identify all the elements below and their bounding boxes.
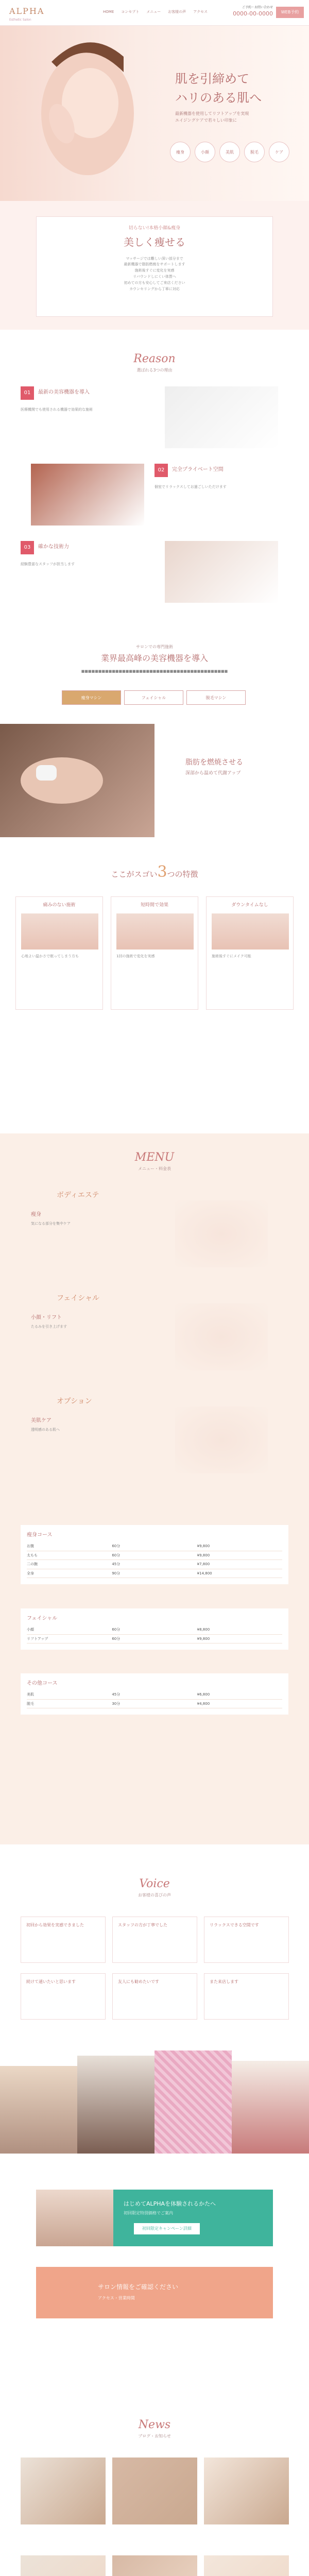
nav-item[interactable]: メニュー: [146, 10, 161, 14]
voice-text: また来店します: [210, 1979, 238, 1984]
hero-circles: [170, 142, 289, 162]
intro-texts: [45, 256, 264, 293]
voice-card: [204, 1973, 289, 2020]
intro-text: マッサージでは難しい深い部分まで: [126, 256, 183, 261]
machine-tab[interactable]: 痩身マシン: [62, 690, 121, 705]
hero-circle: 痩身: [170, 142, 191, 162]
machine-section: [0, 634, 309, 850]
intro-text: 最新機器で脂肪燃焼をサポートします: [124, 262, 185, 267]
menu-category: [0, 1293, 309, 1386]
hero-line1: 肌を引締めて: [175, 72, 249, 86]
voice-card: [204, 1917, 289, 1963]
hero-circle: 美肌: [219, 142, 240, 162]
voice-title: Voice: [139, 1877, 170, 1890]
feature-photo: [116, 913, 194, 950]
reason-item-text: 経験豊富なスタッフが担当します: [21, 562, 75, 566]
features-title: [0, 860, 309, 884]
tel-box[interactable]: [233, 5, 273, 19]
tel-label: ご予約・お問い合わせ: [242, 6, 273, 9]
menu-category: [0, 1190, 309, 1283]
nav: [103, 9, 208, 15]
tel-number: 0000-00-0000: [233, 10, 273, 17]
nav-item[interactable]: アクセス: [193, 10, 208, 14]
news-item[interactable]: [21, 2555, 106, 2576]
feature-title: ダウンタイムなし: [231, 903, 268, 908]
feature-photo: [212, 913, 289, 950]
reason-item-title: 最新の美容機器を導入: [38, 389, 90, 395]
campaign-banner-2[interactable]: [36, 2267, 273, 2318]
campaign-banner-1-title: はじめてALPHAを体験されるかたへ: [124, 2200, 216, 2207]
reason-photo: [31, 464, 144, 526]
machine-lead: サロンでの専門施術: [136, 645, 173, 649]
hero: [0, 26, 309, 201]
nav-item[interactable]: お客様の声: [168, 10, 186, 14]
reason-item-text: 医療機関でも使用される機器で効果的な施術: [21, 408, 93, 412]
feature-title: 痛みのない施術: [43, 903, 76, 908]
price-cell: 45分: [112, 1692, 121, 1697]
price-cell: 90分: [112, 1571, 121, 1575]
campaign-button[interactable]: 初回限定キャンペーン詳細: [134, 2223, 200, 2234]
price-cell: 全身: [27, 1571, 34, 1575]
menu-category-title: オプション: [57, 1397, 92, 1405]
machine-photo: [0, 724, 154, 837]
price-cell: 小顔: [27, 1628, 34, 1632]
feature-text: 1回の施術で変化を実感: [116, 954, 155, 958]
price-cell: 二の腕: [27, 1562, 38, 1566]
gallery-photo-2: [77, 2056, 154, 2154]
menu-sub: メニュー・料金表: [138, 1166, 171, 1171]
reserve-button[interactable]: WEB予約: [276, 7, 304, 18]
machine-tabs: [62, 690, 246, 705]
menu-category-title: ボディエステ: [57, 1191, 99, 1199]
price-cell: 美肌: [27, 1692, 34, 1697]
price-table-head: その他コース: [27, 1681, 58, 1686]
price-cell: ¥9,800: [197, 1544, 210, 1548]
price-cell: 45分: [112, 1562, 121, 1566]
feature-photo: [21, 913, 98, 950]
reason-item-title: 確かな技術力: [38, 544, 69, 550]
price-row: [27, 1690, 282, 1700]
menu-category-text: 透明感のある肌へ: [31, 1428, 60, 1432]
intro-card: [36, 216, 273, 317]
price-cell: ¥9,800: [197, 1636, 210, 1641]
price-row: [27, 1542, 282, 1551]
menu-category-text: 気になる部分を集中ケア: [31, 1222, 71, 1226]
nav-item[interactable]: HOME: [103, 10, 114, 14]
menu-title: MENU: [134, 1151, 175, 1164]
machine-tab[interactable]: 脱毛マシン: [186, 690, 246, 705]
reason-title: Reason: [133, 352, 176, 365]
price-row: [27, 1560, 282, 1569]
hero-photo: [0, 26, 170, 201]
intro-section: [0, 201, 309, 330]
intro-text: 施術後すぐに変化を実感: [134, 268, 175, 273]
news-section: [0, 2354, 309, 2576]
price-row: [27, 1551, 282, 1561]
price-table: [21, 1525, 288, 1584]
price-cell: ¥9,800: [197, 1553, 210, 1557]
price-cell: リフトアップ: [27, 1636, 48, 1641]
reason-item: [21, 386, 154, 453]
gallery-section: [0, 2050, 309, 2164]
voice-text: リラックスできる空間です: [210, 1923, 259, 1927]
price-table: [21, 1673, 288, 1715]
price-cell: 60分: [112, 1628, 121, 1632]
hero-circle: 小顔: [195, 142, 215, 162]
campaign-banner-1-text: 初回限定特別価格でご案内: [124, 2211, 173, 2215]
logo-sub: Esthetic Salon: [9, 18, 31, 22]
price-row: [27, 1569, 282, 1579]
feature-card: [206, 896, 294, 1010]
hero-line2: ハリのある肌へ: [175, 91, 262, 105]
menu-category-head: 美肌ケア: [31, 1418, 52, 1423]
price-cell: ¥6,800: [197, 1692, 210, 1697]
hero-circle: ケア: [269, 142, 289, 162]
menu-category: [0, 1396, 309, 1489]
news-sub: ブログ・お知らせ: [138, 2434, 171, 2438]
news-item[interactable]: [21, 2458, 106, 2524]
price-cell: 60分: [112, 1553, 121, 1557]
voice-card: [21, 1973, 106, 2020]
news-item[interactable]: [112, 2555, 197, 2576]
gallery-photo-3: [154, 2050, 232, 2154]
menu-section: [0, 1133, 309, 1844]
news-title: News: [138, 2418, 171, 2431]
price-table-head: 痩身コース: [27, 1532, 53, 1538]
menu-category-head: 小顔・リフト: [31, 1315, 62, 1320]
reason-item: [154, 464, 288, 531]
price-cell: 60分: [112, 1636, 121, 1641]
reason-num: 01: [21, 386, 34, 400]
price-row: [27, 1635, 282, 1644]
features-section: [0, 850, 309, 1133]
hero-desc2: エイジングケアで若々しい印象に: [175, 118, 237, 123]
voice-section: [0, 1844, 309, 2050]
price-cell: 30分: [112, 1701, 121, 1706]
price-cell: 60分: [112, 1544, 121, 1548]
reason-photo: [165, 386, 278, 448]
machine-side-text: 深部から温めて代謝アップ: [185, 771, 241, 776]
voice-text: スタッフの方が丁寧でした: [118, 1923, 167, 1927]
feature-text: 施術後すぐにメイク可能: [212, 954, 251, 958]
reason-section: [0, 330, 309, 634]
features-num: 3: [157, 863, 167, 881]
reason-item: [21, 541, 154, 608]
gallery-photo-1: [0, 2066, 77, 2154]
news-item[interactable]: [204, 2555, 289, 2576]
feature-text: 心地よい温かさで眠ってしまう方も: [21, 954, 79, 958]
hero-circle: 脱毛: [244, 142, 265, 162]
menu-category-head: 痩身: [31, 1212, 41, 1217]
header: [0, 0, 309, 26]
menu-photo: [175, 1303, 268, 1370]
price-row: [27, 1700, 282, 1709]
campaign-photo-1: [36, 2190, 113, 2246]
campaign-banner-1[interactable]: [36, 2190, 273, 2246]
voice-card: [112, 1973, 197, 2020]
reason-photo: [165, 541, 278, 603]
machine-side-title: 脂肪を燃焼させる: [185, 758, 243, 767]
price-cell: ¥8,800: [197, 1628, 210, 1632]
machine-tab[interactable]: フェイシャル: [124, 690, 183, 705]
feature-card: [15, 896, 103, 1010]
menu-category-title: フェイシャル: [57, 1294, 100, 1302]
machine-illustration: [0, 724, 154, 837]
price-cell: ¥4,800: [197, 1701, 210, 1706]
feature-card: [111, 896, 198, 1010]
intro-text: 初めての方も安心してご来店ください: [124, 281, 185, 285]
intro-lead: 切らない!本格小顔&痩身: [128, 226, 181, 231]
price-cell: ¥7,800: [197, 1562, 210, 1566]
machine-title: 業界最高峰の美容機器を導入: [100, 653, 208, 663]
hero-desc1: 最新機器を使用してリフトアップを実現: [175, 111, 249, 116]
price-table-head: フェイシャル: [27, 1616, 58, 1621]
logo-text: ALPHA: [9, 6, 45, 16]
news-item[interactable]: [204, 2458, 289, 2524]
menu-category-text: たるみを引き上げます: [31, 1325, 67, 1329]
price-cell: 太もも: [27, 1553, 38, 1557]
campaign-section: [0, 2164, 309, 2354]
intro-text: カウンセリングから丁寧に対応: [129, 286, 180, 291]
price-table: [21, 1608, 288, 1650]
voice-sub: お客様の喜びの声: [138, 1893, 171, 1897]
voice-text: 初回から効果を実感できました: [26, 1923, 84, 1927]
reason-item-text: 個室でリラックスしてお過ごしいただけます: [154, 485, 227, 489]
news-item[interactable]: [112, 2458, 197, 2524]
menu-photo: [175, 1200, 268, 1267]
reason-sub: 選ばれる3つの理由: [136, 368, 173, 372]
gallery-photo-4: [232, 2061, 309, 2154]
price-cell: 脱毛: [27, 1701, 34, 1706]
intro-title: 美しく痩せる: [124, 235, 185, 248]
logo[interactable]: [9, 5, 44, 22]
feature-title: 短時間で効果: [140, 903, 168, 908]
features-title-pre: ここがスゴい: [111, 870, 158, 879]
reason-num: 02: [154, 464, 168, 477]
price-cell: ¥14,800: [197, 1571, 212, 1575]
reason-num: 03: [21, 541, 34, 554]
voice-text: 続けて通いたいと思います: [26, 1979, 76, 1984]
nav-item[interactable]: コンセプト: [121, 10, 140, 14]
machine-desc: ■■■■■■■■■■■■■■■■■■■■■■■■■■■■■■■■■■■■■■■■■■■: [81, 669, 228, 673]
price-row: [27, 1625, 282, 1635]
voice-card: [112, 1917, 197, 1963]
intro-text: リバウンドしにくい体質へ: [133, 275, 176, 279]
campaign-banner-2-text: アクセス・営業時間: [98, 2296, 135, 2300]
voice-card: [21, 1917, 106, 1963]
campaign-banner-2-title: サロン情報をご確認ください: [98, 2283, 179, 2291]
menu-photo: [175, 1406, 268, 1473]
reason-item-title: 完全プライベート空間: [172, 467, 224, 472]
price-cell: お腹: [27, 1544, 34, 1548]
features-title-post: つの特徴: [167, 870, 198, 879]
voice-text: 友人にも勧めたいです: [118, 1979, 159, 1984]
